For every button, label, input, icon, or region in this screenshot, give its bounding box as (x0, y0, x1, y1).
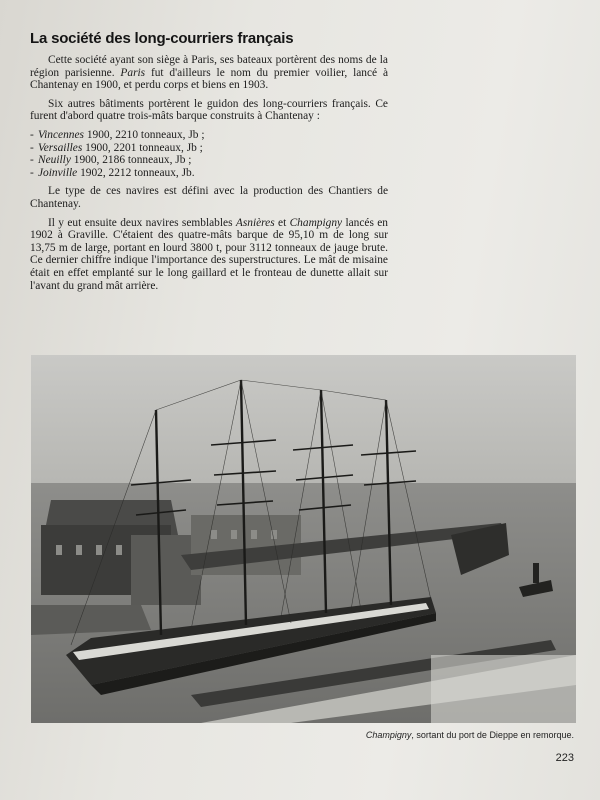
caption-text: , sortant du port de Dieppe en remorque. (411, 730, 574, 740)
paragraph-4-text-a: Il y eut ensuite deux navires semblables (48, 216, 236, 229)
ship-name: Vincennes (38, 128, 84, 141)
ship-details: 1900, 2186 tonneaux, Jb ; (70, 154, 192, 167)
ship-list-item (30, 129, 388, 142)
ship-list-item (30, 167, 388, 180)
paragraph-4-text-b: lancés en 1902 à Graville. C'étaient des quatre-mâts barque de 95,10 m de long sur 13,75 m de large, portant en lourd 3800 t, pour 3112 tonneaux de jauge brute. Ce dernier chiffre indique l'importance des superstructures. Le mât de misaine était en effet emplanté sur le long gaillard et le fronteau de dunette allait sur l'avant du grand mât arrière. (30, 216, 388, 292)
photo-caption (366, 730, 574, 740)
paragraph-4 (30, 217, 388, 293)
article-body (30, 54, 388, 298)
photo-illustration (31, 355, 576, 723)
paragraph-3: Le type de ces navires est défini avec la production des Chantiers de Chantenay. (30, 185, 388, 210)
list-dash: - (30, 154, 34, 167)
ship-list (30, 129, 388, 179)
ship-details: 1900, 2210 tonneaux, Jb ; (83, 128, 205, 141)
paragraph-4-text-mid: et (274, 216, 290, 229)
list-dash: - (30, 141, 34, 154)
paragraph-1-text-b: fut d'ailleurs le nom du premier voilier, lancé à Chantenay en 1900, et perdu corps et biens en 1903. (30, 66, 388, 92)
ship-details: 1900, 2201 tonneaux, Jb ; (82, 141, 203, 154)
paragraph-2: Six autres bâtiments portèrent le guidon des long-courriers français. Ce furent d'abord quatre trois-mâts barque construits à Chantenay : (30, 97, 388, 123)
ship-name: Neuilly (38, 154, 71, 167)
page-number: 223 (555, 752, 574, 764)
ship-name: Versailles (38, 141, 83, 154)
ship-name-asnieres: Asnières (235, 216, 275, 229)
harbor-ship-photograph (31, 355, 576, 723)
ship-name-paris: Paris (120, 66, 146, 79)
caption-ship-name: Champigny (365, 730, 412, 740)
paragraph-1-text-a: Cette société ayant son siège à Paris, ses bateaux portèrent des noms de la région parisienne. (30, 54, 388, 79)
ship-name: Joinville (38, 166, 78, 179)
ship-list-item (30, 142, 388, 155)
list-dash: - (30, 128, 34, 141)
ship-list-item (30, 154, 388, 167)
list-dash: - (30, 166, 34, 179)
ship-details: 1902, 2212 tonneaux, Jb. (77, 166, 195, 179)
ship-name-champigny: Champigny (289, 216, 343, 229)
section-heading: La société des long-courriers français (30, 30, 294, 47)
paragraph-1 (30, 54, 388, 92)
